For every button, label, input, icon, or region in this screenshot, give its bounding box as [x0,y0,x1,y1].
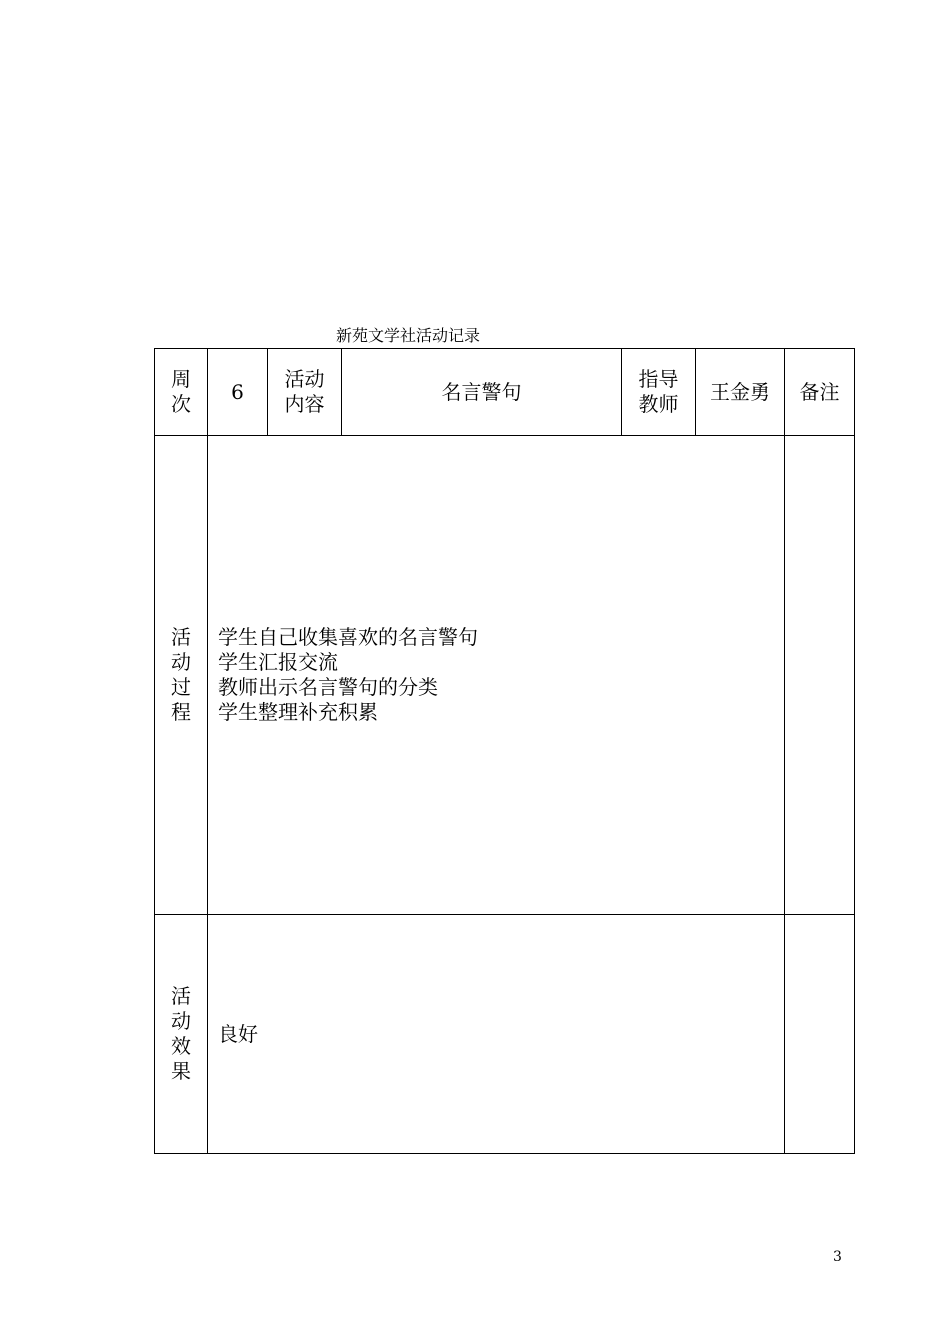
content-label-cell [268,349,342,436]
content-value: 名言警句 [441,379,522,404]
process-row [155,436,855,915]
week-label: 周次 [171,367,191,416]
teacher-value-cell [696,349,785,436]
teacher-label-cell [622,349,696,436]
page-number: 3 [833,1249,842,1265]
remarks-label: 备注 [799,379,840,404]
activity-record-table [154,348,855,1154]
content-value-cell [342,349,622,436]
remarks-label-cell [785,349,855,436]
document-title: 新苑文学社活动记录 [336,326,481,345]
process-remarks-cell [785,436,855,915]
process-line: 学生自己收集喜欢的名言警句 [218,625,478,649]
effect-row [155,915,855,1154]
process-label: 活动过程 [171,625,191,724]
effect-label-cell [155,915,208,1154]
process-label-cell [155,436,208,915]
teacher-value: 王金勇 [710,379,770,404]
content-label: 活动内容 [284,367,325,416]
effect-remarks-cell [785,915,855,1154]
header-row [155,349,855,436]
effect-content-cell [208,915,785,1154]
effect-value: 良好 [218,1021,258,1046]
process-line: 学生汇报交流 [218,650,338,674]
process-line: 教师出示名言警句的分类 [218,675,438,699]
week-value: 6 [231,379,244,404]
effect-label: 活动效果 [171,984,191,1083]
process-line: 学生整理补充积累 [218,700,378,724]
week-label-cell [155,349,208,436]
process-content-cell [208,436,785,915]
week-value-cell [208,349,268,436]
teacher-label: 指导教师 [638,367,679,416]
